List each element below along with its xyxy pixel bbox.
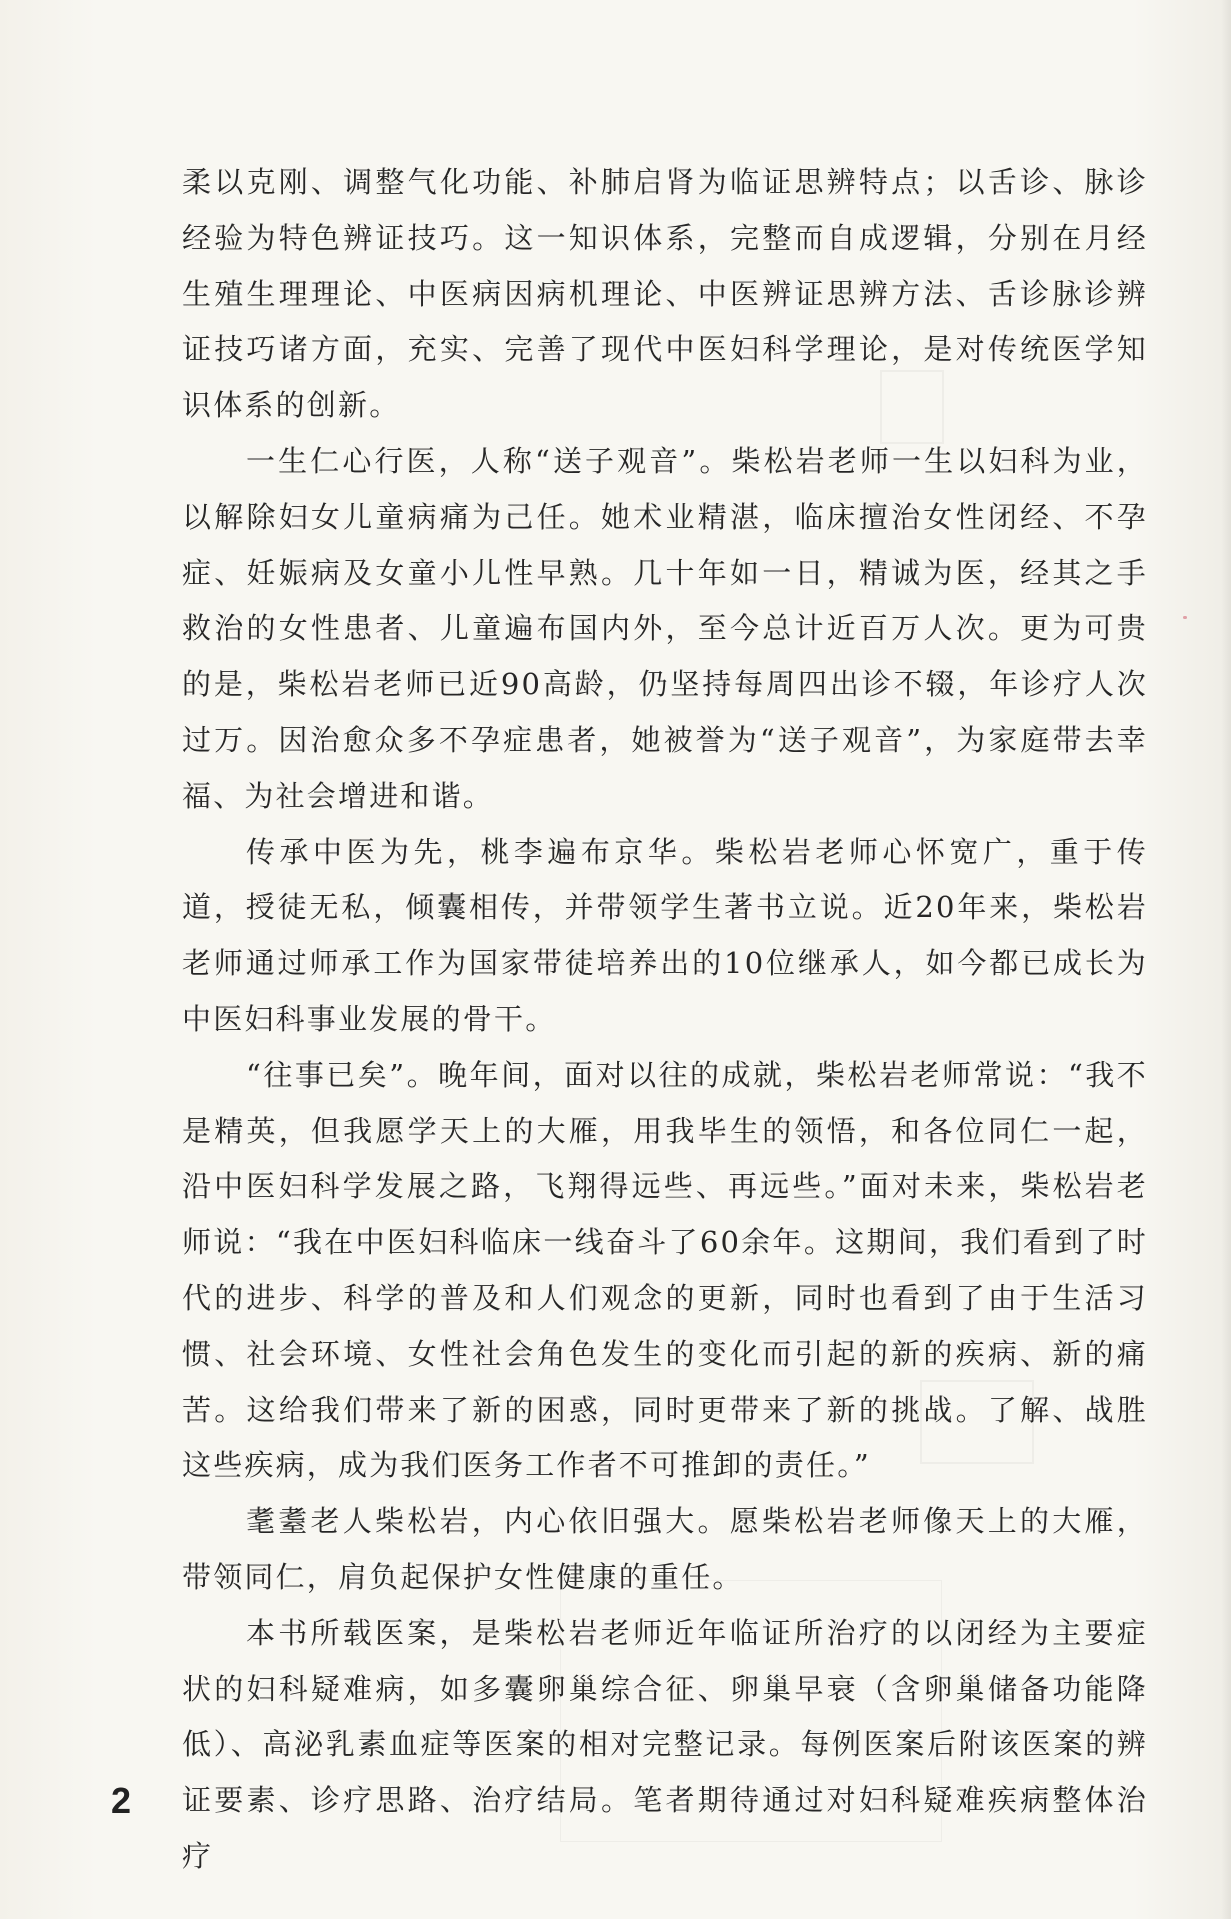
paragraph: 一生仁心行医，人称“送子观音”。柴松岩老师一生以妇科为业，以解除妇女儿童病痛为己任。她术业精湛，临床擅治女性闭经、不孕症、妊娠病及女童小儿性早熟。几十年如一日，精诚为医，经其之手救治的女性患者、儿童遍布国内外，至今总计近百万人次。更为可贵的是，柴松岩老师已近90高龄，仍坚持每周四出诊不辍，年诊疗人次过万。因治愈众多不孕症患者，她被誉为“送子观音”，为家庭带去幸福、为社会增进和谐。 (182, 443, 1148, 813)
paragraph: 耄耋老人柴松岩，内心依旧强大。愿柴松岩老师像天上的大雁，带领同仁，肩负起保护女性健康的重任。 (182, 1504, 1148, 1594)
body-text (182, 155, 1148, 1885)
paragraph: 传承中医为先，桃李遍布京华。柴松岩老师心怀宽广，重于传道，授徒无私，倾囊相传，并带领学生著书立说。近20年来，柴松岩老师通过师承工作为国家带徒培养出的10位继承人，如今都已成长为中医妇科事业发展的骨干。 (182, 834, 1148, 1036)
paragraph: 本书所载医案，是柴松岩老师近年临证所治疗的以闭经为主要症状的妇科疑难病，如多囊卵巢综合征、卵巢早衰（含卵巢储备功能降低）、高泌乳素血症等医案的相对完整记录。每例医案后附该医案的辨证要素、诊疗思路、治疗结局。笔者期待通过对妇科疑难疾病整体治疗 (182, 1615, 1148, 1873)
page-number: 2 (111, 1780, 132, 1821)
paragraph: “往事已矣”。晚年间，面对以往的成就，柴松岩老师常说：“我不是精英，但我愿学天上的大雁，用我毕生的领悟，和各位同仁一起，沿中医妇科学发展之路，飞翔得远些、再远些。”面对未来，柴松岩老师说：“我在中医妇科临床一线奋斗了60余年。这期间，我们看到了时代的进步、科学的普及和人们观念的更新，同时也看到了由于生活习惯、社会环境、女性社会角色发生的变化而引起的新的疾病、新的痛苦。这给我们带来了新的困惑，同时更带来了新的挑战。了解、战胜这些疾病，成为我们医务工作者不可推卸的责任。” (182, 1057, 1148, 1483)
page-edge-shadow (1221, 0, 1231, 1919)
paragraph-continuation: 柔以克刚、调整气化功能、补肺启肾为临证思辨特点；以舌诊、脉诊经验为特色辨证技巧。这一知识体系，完整而自成逻辑，分别在月经生殖生理理论、中医病因病机理论、中医辨证思辨方法、舌诊脉诊辨证技巧诸方面，充实、完善了现代中医妇科学理论，是对传统医学知识体系的创新。 (182, 165, 1148, 423)
ink-speck (1183, 616, 1187, 619)
